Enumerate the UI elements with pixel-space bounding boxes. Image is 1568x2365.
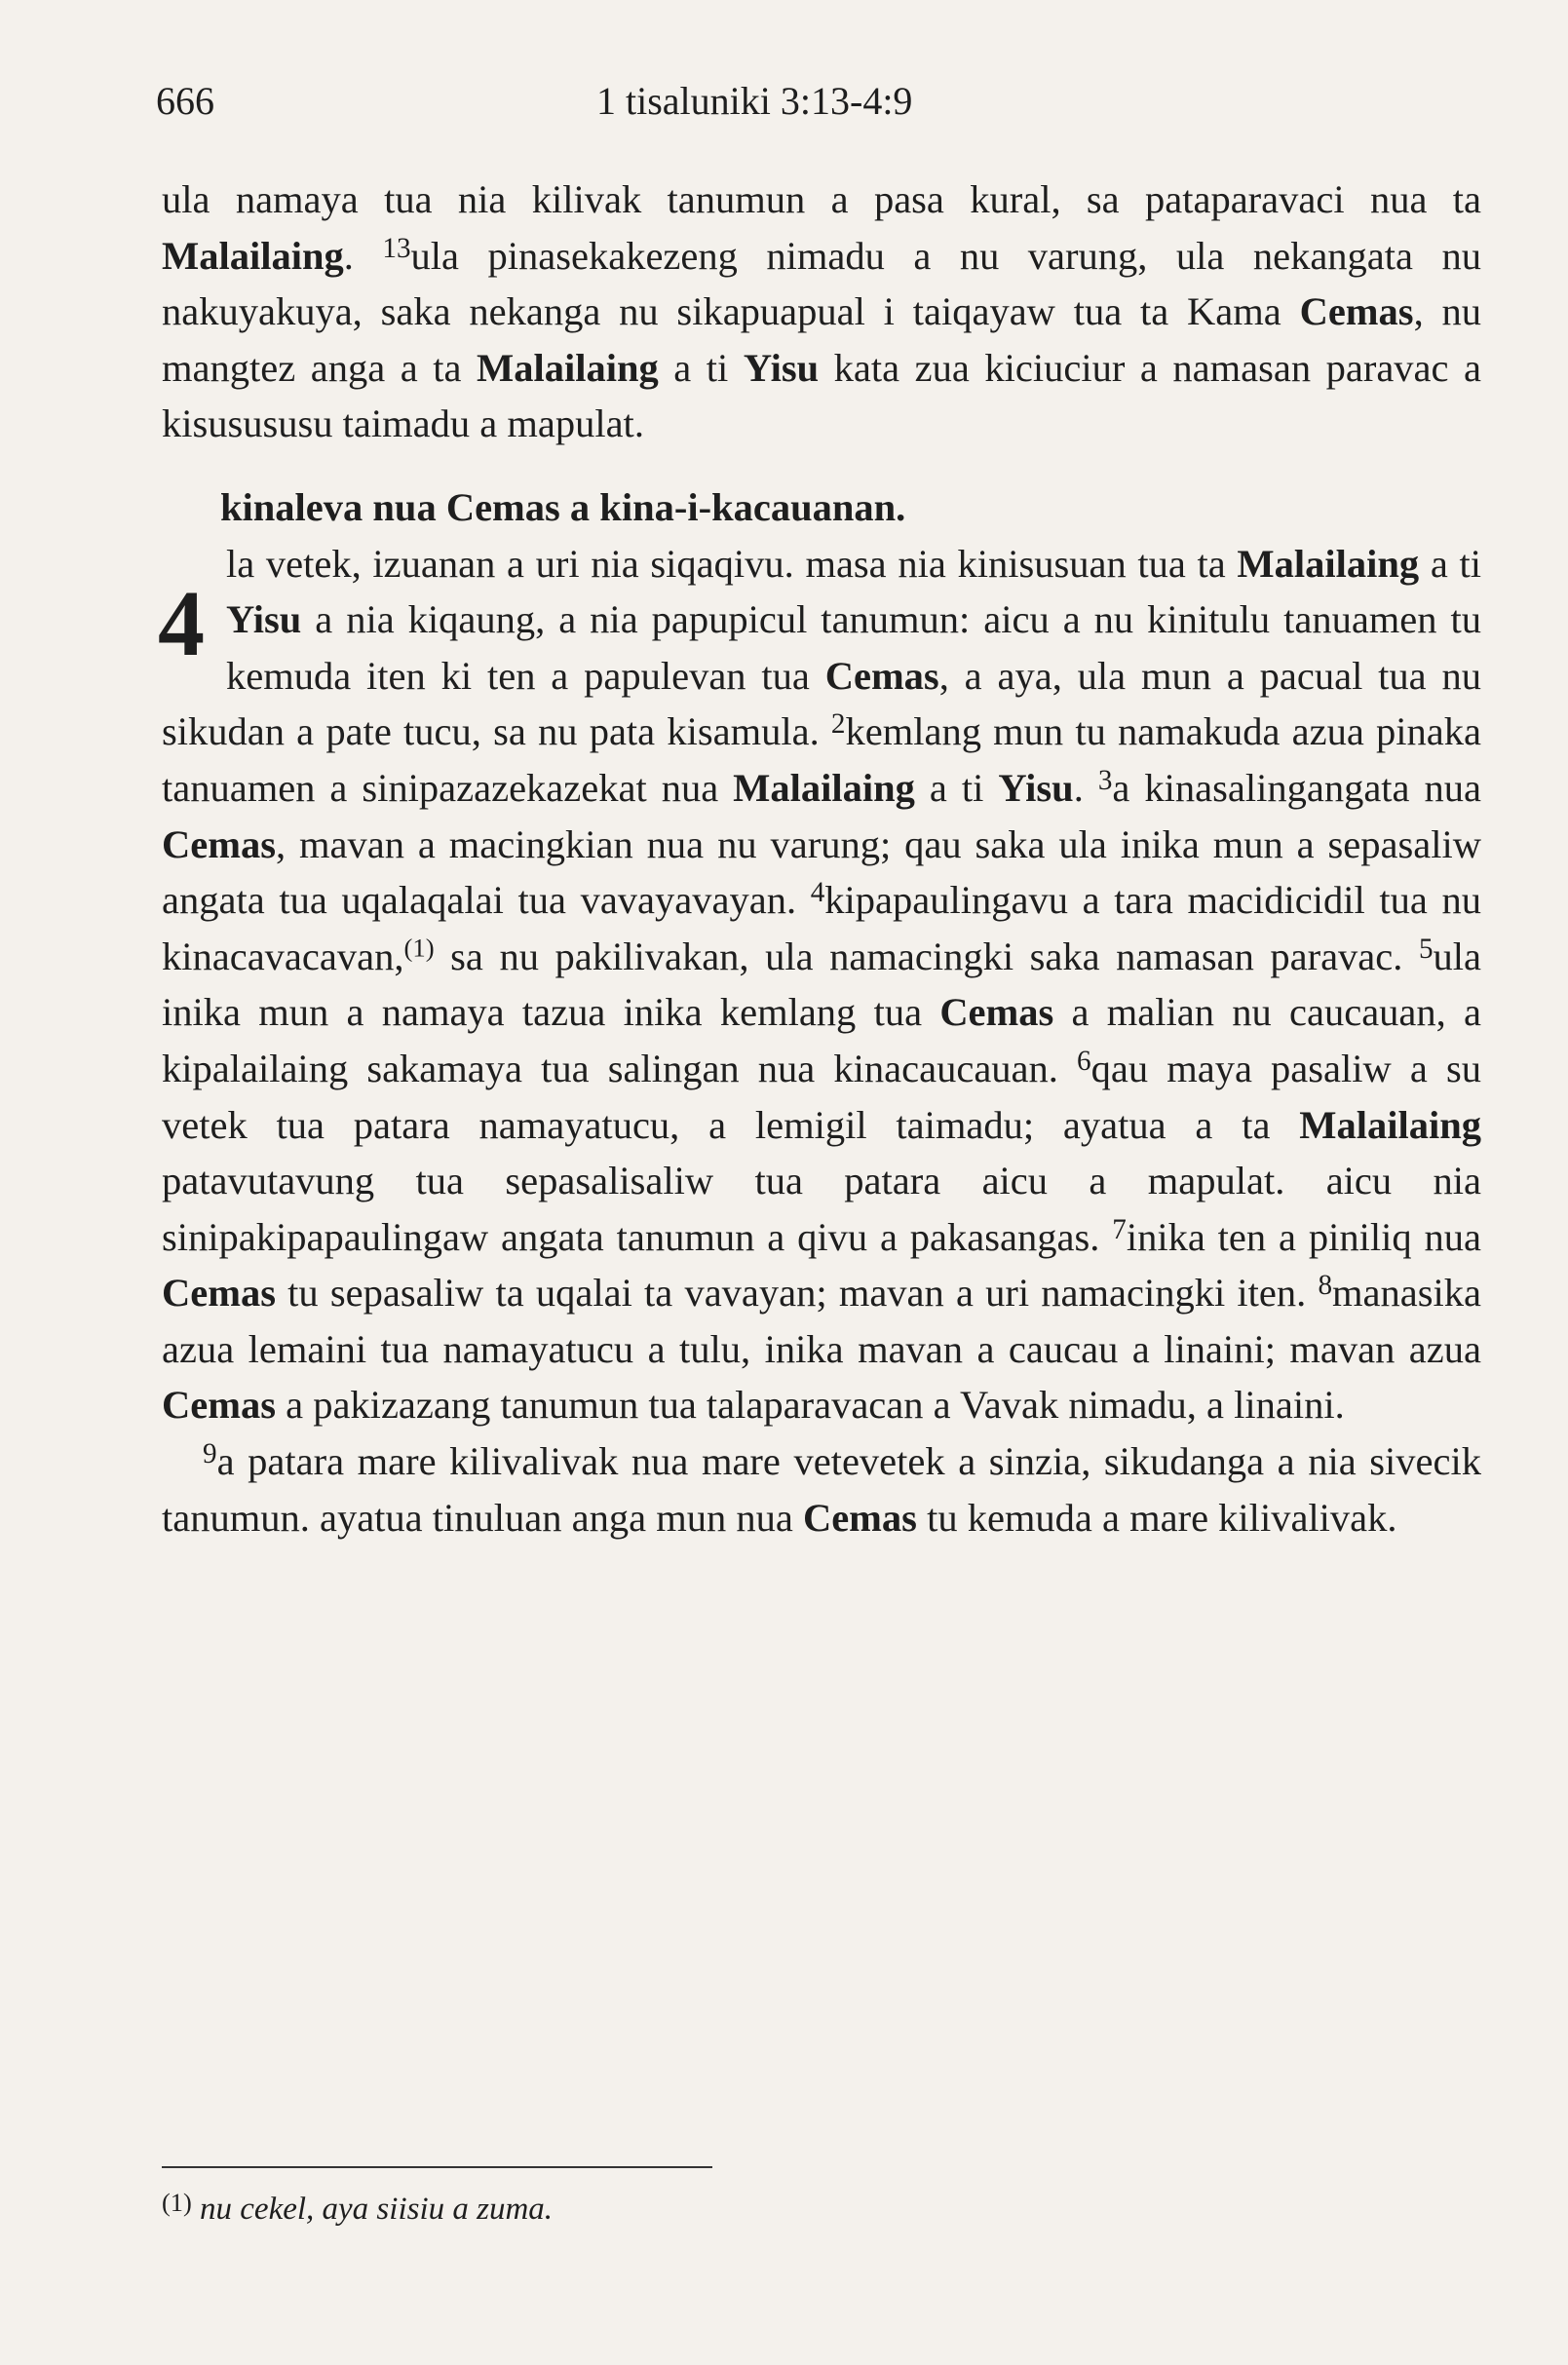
verse-number: 4: [810, 876, 825, 908]
paragraph-continuation: ula namaya tua nia kilivak tanumun a pasa kural, sa pataparavaci nua ta Malailaing. $^{13}$ula pinasekakezeng nimadu a nu varung, ula nekangata nu nakuyakuya, saka nekanga nu sikapuapual i taiqayaw tua ta Kama Cemas, nu mangtez anga a ta Malailaing a ti Yisu kata zua kiciuciur a namasan paravac a kisusususu taimadu a mapulat.: [162, 177, 1482, 446]
verse-number: 9: [203, 1437, 217, 1469]
footnote: [162, 2181, 1136, 2231]
verse-number: 5: [1418, 933, 1434, 965]
verse-number: 8: [1318, 1270, 1333, 1302]
footnote-marker: (1): [162, 2188, 192, 2217]
chapter-4-paragraph: 4 la vetek, izuanan a uri nia siqaqivu. masa nia kinisusuan tua ta Malailaing a ti Yisu a nia kiqaung, a nia papupicul tanumun: aicu a nu kinitulu tanuamen tu kemuda iten ki ten a papulevan tua Cemas, a aya, ula mun a pacual tua nu sikudan a pate tucu, sa nu pata kisamula. $^2$kemlang mun tu namakuda azua pinaka tanuamen a sinipazazekazekat nua Malailaing a ti Yisu. $^3$a kinasalingangata nua Cemas, mavan a macingkian nua nu varung; qau saka ula inika mun a sepasaliw angata tua uqalaqalai tua vavayavayan. $^4$kipapaulingavu a tara macidicidil tua nu kinacavacavan,$^{(1)}$ sa nu pakilivakan, ula namacingki saka namasan paravac. $^5$ula inika mun a namaya tazua inika kemlang tua Cemas a malian nu caucauan, a kipalailaing sakamaya tua salingan nua kinacaucauan. $^6$qau maya pasaliw a su vetek tua patara namayatucu, a lemigil taimadu; ayatua a ta Malailaing patavutavung tua sepasalisaliw tua patara aicu a mapulat. aicu nia sinipakipapaulingaw angata tanumun a qivu a pakasangas. $^7$inika ten a piniliq nua Cemas tu sepasaliw ta uqalai ta vavayan; mavan a uri namacingki iten. $^8$manasika azua lemaini tua namayatucu a tulu, inika mavan a caucau a linaini; mavan azua Cemas a pakizazang tanumun tua talaparavacan a Vavak nimadu, a linaini.: [158, 541, 1482, 1428]
page-number: 666: [156, 79, 214, 123]
section-heading: kinaleva nua Cemas a kina-i-kacauanan.: [220, 484, 906, 529]
paragraph-verse-9: $^9$a patara mare kilivalivak nua mare vetevetek a sinzia, sikudanga a nia sivecik tanumun. ayatua tinuluan anga mun nua Cemas tu kemuda a mare kilivalivak.: [162, 1437, 1481, 1540]
running-title: 1 tisaluniki 3:13-4:9: [596, 79, 913, 123]
footnote-divider: [162, 2166, 712, 2168]
main-text: [158, 172, 1482, 1545]
verse-number: 7: [1112, 1213, 1127, 1245]
verse-number: 2: [830, 708, 846, 741]
footnote-text: nu cekel, aya siisiu a zuma.: [200, 2191, 554, 2227]
footnote-reference[interactable]: (1): [403, 933, 435, 963]
verse-number: 3: [1097, 764, 1113, 796]
running-header: [156, 78, 1496, 136]
chapter-number: 4: [158, 570, 205, 675]
verse-number: 13: [382, 232, 411, 264]
verse-number: 6: [1077, 1045, 1091, 1077]
